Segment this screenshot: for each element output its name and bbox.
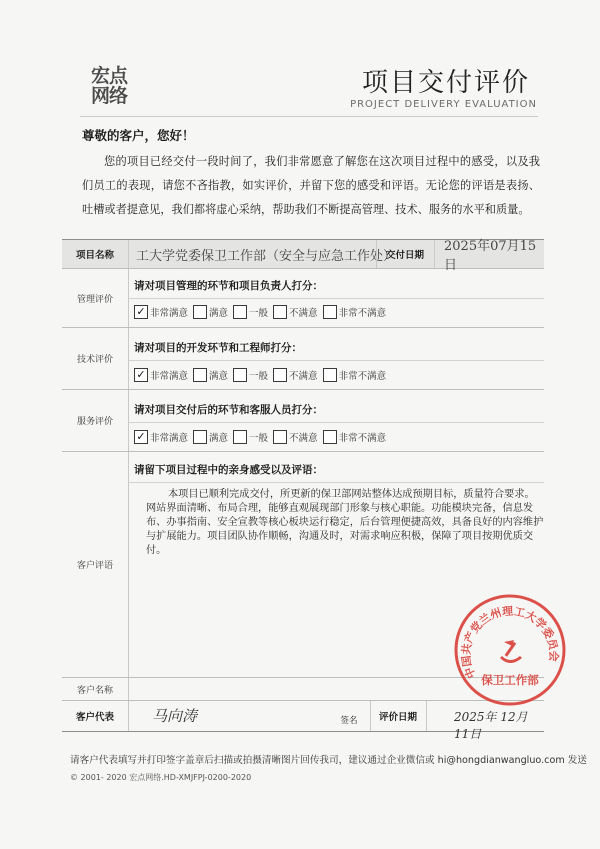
checkbox-checked[interactable]: ✓: [134, 430, 148, 444]
project-name-label: 项目名称: [75, 250, 114, 261]
management-option-neutral[interactable]: 一般: [233, 305, 268, 319]
service-option-satisfied[interactable]: 满意: [193, 430, 228, 444]
delivery-date-value: 2025年07月15日: [444, 239, 537, 273]
project-row: [62, 239, 544, 273]
checkbox[interactable]: [233, 368, 247, 382]
technical-option-neutral[interactable]: 一般: [233, 368, 268, 382]
svg-text:保卫工作部: 保卫工作部: [481, 673, 539, 687]
header-divider: [80, 116, 538, 117]
technical-section: [62, 328, 544, 390]
checkbox[interactable]: [273, 430, 287, 444]
service-label: 服务评价: [76, 417, 113, 427]
project-name-value: 工大学党委保卫工作部（安全与应急工作处）: [136, 248, 397, 264]
party-emblem-icon: [500, 640, 522, 663]
checkbox[interactable]: [193, 368, 207, 382]
service-option-very-satisfied[interactable]: ✓ 非常满意: [134, 430, 188, 444]
management-option-very-satisfied[interactable]: ✓ 非常满意: [134, 305, 188, 319]
management-section: [62, 269, 544, 328]
technical-options: [134, 368, 391, 382]
checkbox[interactable]: [323, 430, 337, 444]
footer-instructions: 请客户代表填写并打印签字盖章后扫描或拍摄清晰图片回传我司，建议通过企业微信或 hi@hongdianwangluo.com 发送: [70, 755, 587, 766]
checkbox[interactable]: [193, 305, 207, 319]
management-option-dissatisfied[interactable]: 不满意: [273, 305, 318, 319]
copyright: © 2001- 2020 宏点网络.HD-XMJFPJ-0200-2020: [70, 773, 252, 782]
technical-option-very-satisfied[interactable]: ✓ 非常满意: [134, 368, 188, 382]
comment-question: 请留下项目过程中的亲身感受以及评语：: [134, 464, 323, 476]
representative-signature[interactable]: 马向涛: [152, 707, 198, 725]
service-option-dissatisfied[interactable]: 不满意: [273, 430, 318, 444]
evaluation-date-value[interactable]: 2025年 12月 11日: [454, 710, 528, 741]
technical-label: 技术评价: [76, 355, 113, 365]
checkbox[interactable]: [323, 305, 337, 319]
checkbox[interactable]: [273, 305, 287, 319]
technical-option-dissatisfied[interactable]: 不满意: [273, 368, 318, 382]
checkbox[interactable]: [323, 368, 337, 382]
management-question: 请对项目管理的环节和项目负责人打分：: [134, 280, 323, 292]
comment-text[interactable]: 本项目已顺利完成交付，所更新的保卫部网站整体达成预期目标，质量符合要求。网站界面清晰、布局合理，能够直观展现部门形象与核心职能。功能模块完备，信息发布、办事指南、安全宣教等核心板块运行稳定，后台管理便捷高效，具备良好的内容维护与扩展能力。项目团队协作顺畅，沟通及时，对需求响应积极，保障了项目按期优质交付。: [146, 489, 544, 556]
service-option-very-dissatisfied[interactable]: 非常不满意: [323, 430, 387, 444]
customer-name-label: 客户名称: [76, 685, 113, 696]
management-option-satisfied[interactable]: 满意: [193, 305, 228, 319]
delivery-date-label: 交付日期: [385, 250, 424, 261]
page-title: 项目交付评价: [361, 68, 530, 98]
service-section: [62, 390, 544, 452]
technical-option-satisfied[interactable]: 满意: [193, 368, 228, 382]
management-option-very-dissatisfied[interactable]: 非常不满意: [323, 305, 387, 319]
page-subtitle: PROJECT DELIVERY EVALUATION: [350, 99, 537, 110]
greeting: 尊敬的客户，您好！: [82, 128, 195, 143]
management-options: [134, 305, 391, 319]
technical-question: 请对项目的开发环节和工程师打分：: [134, 342, 302, 354]
checkbox[interactable]: [193, 430, 207, 444]
checkbox[interactable]: [233, 430, 247, 444]
checkbox[interactable]: [233, 305, 247, 319]
intro-paragraph: 您的项目已经交付一段时间了，我们非常愿意了解您在这次项目过程中的感受，以及我们员工的表现，请您不吝指教，如实评价，并留下您的感受和评语。无论您的评语是表扬、吐槽或者提意见，我们都将虚心采纳，帮助我们不断提高管理、技术、服务的水平和质量。: [82, 155, 540, 216]
representative-label: 客户代表: [75, 712, 114, 723]
service-question: 请对项目交付后的环节和客服人员打分：: [134, 404, 323, 416]
official-seal: [452, 592, 568, 708]
service-options: [134, 430, 391, 444]
svg-text:宏点: 宏点: [90, 65, 128, 87]
comment-label: 客户评语: [76, 561, 113, 571]
company-logo: [80, 60, 138, 104]
checkbox-checked[interactable]: ✓: [134, 305, 148, 319]
evaluation-date-label: 评价日期: [378, 712, 417, 723]
checkbox[interactable]: [273, 368, 287, 382]
checkbox-checked[interactable]: ✓: [134, 368, 148, 382]
management-label: 管理评价: [76, 294, 113, 305]
service-option-neutral[interactable]: 一般: [233, 430, 268, 444]
technical-option-very-dissatisfied[interactable]: 非常不满意: [323, 368, 387, 382]
svg-text:中国共产党兰州理工大学委员会: 中国共产党兰州理工大学委员会: [459, 604, 561, 681]
svg-text:网络: 网络: [90, 85, 128, 104]
signature-label: 签名: [340, 716, 358, 726]
